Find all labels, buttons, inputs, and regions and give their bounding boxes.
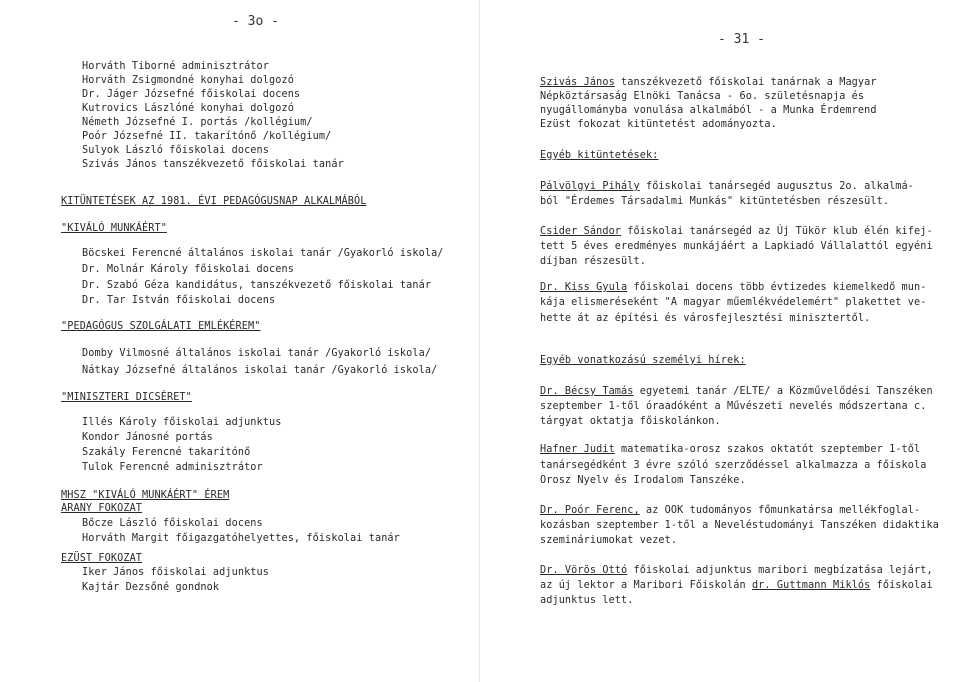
staff-line: Poór Józsefné II. takarítónő /kollégium/ [82,131,332,142]
person-name: Pálvölgyi Pihály [540,181,640,192]
staff-line: Sulyok László főiskolai docens [82,145,270,156]
paragraph-line: Dr. Kiss Gyula főiskolai docens több évtizedes kiemelkedő mun- [540,282,927,293]
person-name: dr. Guttmann Miklós [751,580,871,591]
paragraph-line: tett 5 éves eredményes munkájáért a Lapkiadó Vállalattól egyéni [540,241,933,252]
dicseret-item: Kondor Jánosné portás [82,432,213,443]
paragraph-line: szeptember 1-től óraadóként a Művészeti nevelés módszertana c. [540,401,927,412]
paragraph-line: nyugállományba vonulása alkalmából - a Munka Érdemrend [540,105,877,116]
ezust-heading: EZÜST FOKOZAT [61,553,143,564]
staff-line: Németh Józsefné I. portás /kollégium/ [82,117,313,128]
mhsz-heading: MHSZ "KIVÁLÓ MUNKÁÉRT" ÉREM [61,490,230,501]
paragraph-line: Orosz Nyelv és Irodalom Tanszéke. [540,475,746,486]
paragraph-line: Szivás János tanszékvezető főiskolai tanárnak a Magyar [540,77,877,88]
paragraph-line: Dr. Vörös Ottó főiskolai adjunktus maribori megbízatása lejárt, [540,565,933,576]
person-name: Dr. Vörös Ottó [540,565,628,576]
arany-heading: ARANY FOKOZAT [61,503,143,514]
awards-heading: KITÜNTETÉSEK AZ 1981. ÉVI PEDAGÓGUSNAP ALKALMÁBÓL [61,196,367,207]
paragraph-line: kozásban szeptember 1-től a Neveléstudományi Tanszéken didaktika [540,520,939,531]
person-name: Dr. Kiss Gyula [540,282,628,293]
staff-line: Horváth Tiborné adminisztrátor [82,61,270,72]
staff-line: Horváth Zsigmondné konyhai dolgozó [82,75,294,86]
kivalo-heading: "KIVÁLÓ MUNKÁÉRT" [61,223,167,234]
szolgalati-item: Nátkay Józsefné általános iskolai tanár /Gyakorló iskola/ [82,365,438,376]
paragraph-line: Ezüst fokozat kitüntetést adományozta. [540,119,777,130]
kivalo-item: Böcskei Ferencné általános iskolai tanár /Gyakorló iskola/ [82,248,444,259]
paragraph-line: tárgyat oktatja főiskolánkon. [540,416,721,427]
dicseret-item: Tulok Ferencné adminisztrátor [82,462,263,473]
paragraph-line: szemináriumokat vezet. [540,535,678,546]
kivalo-item: Dr. Molnár Károly főiskolai docens [82,264,294,275]
dicseret-item: Szakály Ferencné takarítónő [82,447,251,458]
ezust-item: Kajtár Dezsőné gondnok [82,582,220,593]
paragraph-line: Népköztársaság Elnöki Tanácsa - 6o. születésnapja és [540,91,865,102]
szolgalati-item: Domby Vilmosné általános iskolai tanár /Gyakorló iskola/ [82,348,432,359]
arany-item: Bőcze László főiskolai docens [82,518,263,529]
paragraph-line: hette át az építési és városfejlesztési minisztertől. [540,313,871,324]
section-heading: Egyéb kitüntetések: [540,150,659,161]
paragraph-line: kája elismeréseként "A magyar műemlékvédelemért" plakettet ve- [540,297,927,308]
paragraph-line: díjban részesült. [540,256,646,267]
paragraph-line: tanársegédként 3 évre szóló szerződéssel alkalmazza a főiskola [540,460,927,471]
staff-line: Kutrovics Lászlóné konyhai dolgozó [82,103,294,114]
staff-line: Szivás János tanszékvezető főiskolai tanár [82,159,344,170]
paragraph-line: Hafner Judit matematika-orosz szakos oktatót szeptember 1-től [540,444,921,455]
paragraph-line: Csider Sándor főiskolai tanársegéd az Új Tükör klub élén kifej- [540,226,933,237]
ezust-item: Iker János főiskolai adjunktus [82,567,270,578]
person-name: Dr. Poór Ferenc, [540,505,640,516]
szolgalati-heading: "PEDAGÓGUS SZOLGÁLATI EMLÉKÉREM" [61,321,261,332]
dicseret-item: Illés Károly főiskolai adjunktus [82,417,282,428]
dicseret-heading: "MINISZTERI DICSÉRET" [61,392,192,403]
kivalo-item: Dr. Szabó Géza kandidátus, tanszékvezető főiskolai tanár [82,280,432,291]
section-heading: Egyéb vonatkozású személyi hírek: [540,355,746,366]
paragraph-line: Dr. Bécsy Tamás egyetemi tanár /ELTE/ a Közművelődési Tanszéken [540,386,933,397]
person-name: Hafner Judit [540,444,615,455]
paragraph-line: ból "Érdemes Társadalmi Munkás" kitüntetésben részesült. [540,196,890,207]
person-name: Dr. Bécsy Tamás [540,386,634,397]
page-number: - 31 - [718,32,765,47]
paragraph-line: Pálvölgyi Pihály főiskolai tanársegéd augusztus 2o. alkalmá- [540,181,915,192]
paragraph-line: az új lektor a Maribori Főiskolán dr. Guttmann Miklós főiskolai [540,580,933,591]
person-name: Szivás János [540,77,615,88]
staff-line: Dr. Jáger Józsefné főiskolai docens [82,89,301,100]
kivalo-item: Dr. Tar István főiskolai docens [82,295,276,306]
right-page [480,0,960,682]
paragraph-line: Dr. Poór Ferenc, az OOK tudományos főmunkatársa mellékfoglal- [540,505,921,516]
arany-item: Horváth Margit főigazgatóhelyettes, főiskolai tanár [82,533,400,544]
person-name: Csider Sándor [540,226,622,237]
paragraph-line: adjunktus lett. [540,595,634,606]
page-number: - 3o - [232,14,279,29]
